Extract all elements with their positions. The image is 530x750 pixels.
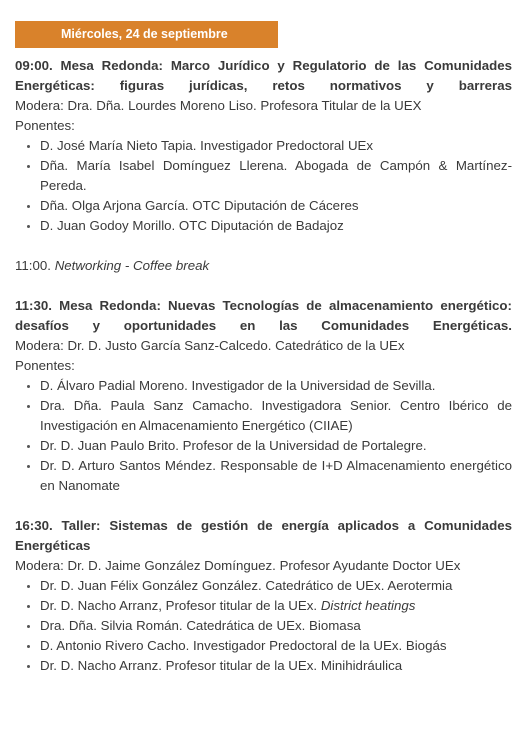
speakers-label: Ponentes: [15,358,75,373]
session-legal-roundtable [15,56,512,236]
session-moderator: Modera: Dr. D. Justo García Sanz-Calcedo. Catedrático de la UEx [15,338,405,353]
speaker-item: D. Álvaro Padial Moreno. Investigador de la Universidad de Sevilla. [15,376,512,396]
speaker-item: Dr. D. Nacho Arranz. Profesor titular de la UEx. Minihidráulica [15,656,512,676]
speaker-item-text: Dr. D. Nacho Arranz, Profesor titular de la UEx. [40,598,318,613]
speakers-list [15,136,512,236]
session-energy-management-workshop [15,516,512,676]
speaker-item: Dra. Dña. Silvia Román. Catedrática de UEx. Biomasa [15,616,512,636]
speaker-item [15,596,512,616]
speakers-list [15,376,512,496]
speaker-item: Dr. D. Arturo Santos Méndez. Responsable de I+D Almacenamiento energético en Nanomate [15,456,512,496]
session-storage-roundtable [15,296,512,496]
session-coffee-break [15,256,512,276]
speaker-item: D. José María Nieto Tapia. Investigador Predoctoral UEx [15,136,512,156]
speaker-item: Dr. D. Juan Paulo Brito. Profesor de la Universidad de Portalegre. [15,436,512,456]
speakers-list [15,576,512,676]
speaker-item: Dr. D. Juan Félix González González. Catedrático de UEx. Aerotermia [15,576,512,596]
coffee-break-time: 11:00. [15,258,51,273]
speaker-item: Dña. María Isabel Domínguez Llerena. Abogada de Campón & Martínez-Pereda. [15,156,512,196]
session-title: 09:00. Mesa Redonda: Marco Jurídico y Regulatorio de las Comunidades Energéticas: figuras jurídicas, retos normativos y barreras [15,58,512,93]
speaker-item: D. Antonio Rivero Cacho. Investigador Predoctoral de la UEx. Biogás [15,636,512,656]
coffee-break-line [15,256,512,276]
date-banner: Miércoles, 24 de septiembre [15,21,278,48]
session-title: 11:30. Mesa Redonda: Nuevas Tecnologías de almacenamiento energético: desafíos y oportunidades en las Comunidades Energéticas. [15,298,512,333]
speakers-label: Ponentes: [15,118,75,133]
speaker-item: Dra. Dña. Paula Sanz Camacho. Investigadora Senior. Centro Ibérico de Investigación en Almacenamiento Energético (CIIAE) [15,396,512,436]
session-title: 16:30. Taller: Sistemas de gestión de energía aplicados a Comunidades Energéticas [15,518,512,553]
session-moderator: Modera: Dra. Dña. Lourdes Moreno Liso. Profesora Titular de la UEX [15,98,422,113]
coffee-break-label: Networking - Coffee break [54,258,210,273]
speaker-item: Dña. Olga Arjona García. OTC Diputación de Cáceres [15,196,512,216]
speaker-item-topic: District heatings [320,598,416,613]
speaker-item: D. Juan Godoy Morillo. OTC Diputación de Badajoz [15,216,512,236]
session-moderator: Modera: Dr. D. Jaime González Domínguez. Profesor Ayudante Doctor UEx [15,558,461,573]
program-content [15,56,512,676]
